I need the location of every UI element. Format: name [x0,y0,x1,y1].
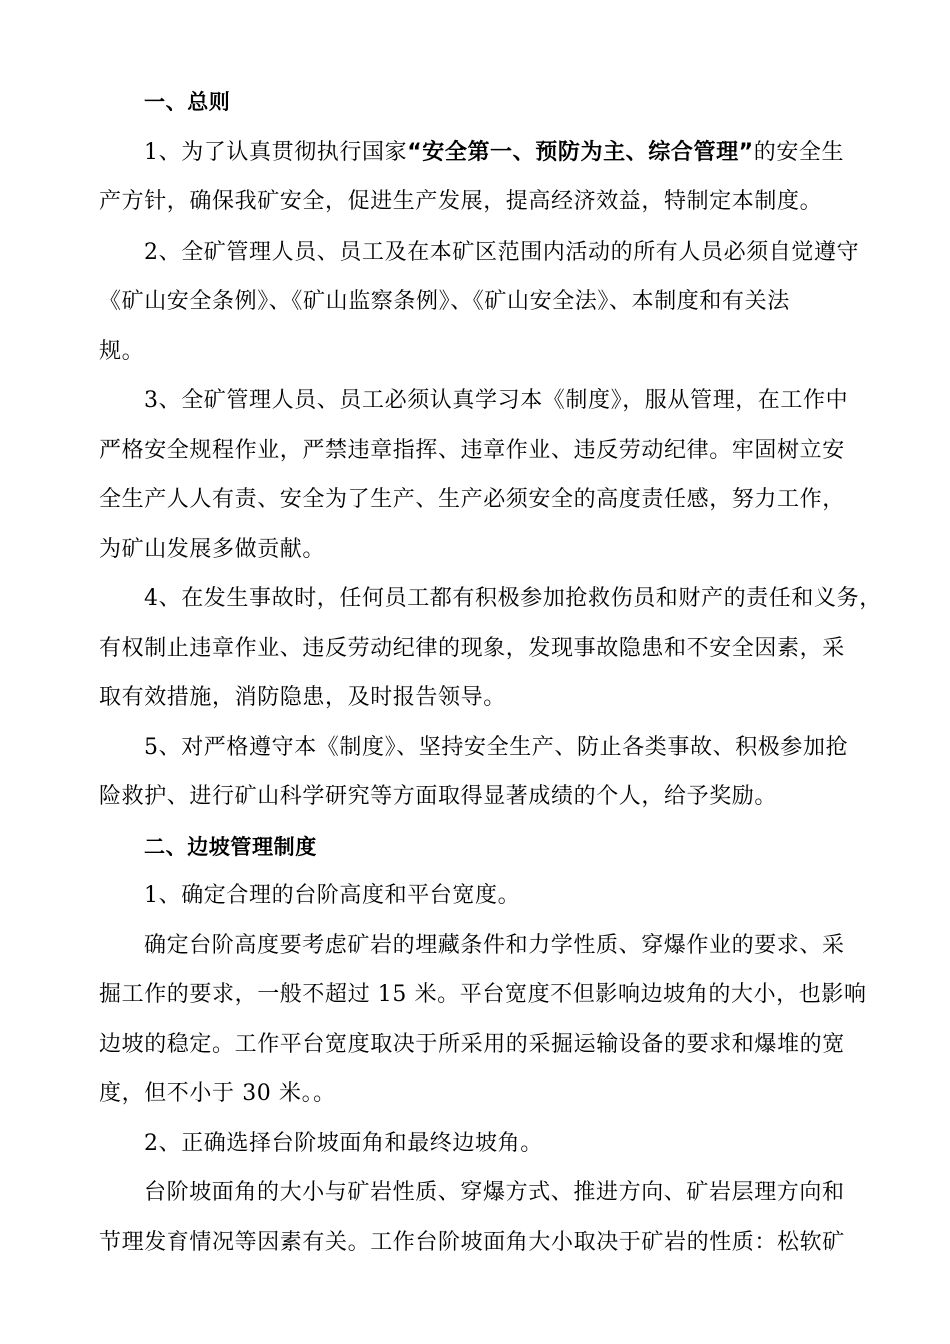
step-height-paragraph-line-4: 度，但不小于 30 米。。 [99,1081,336,1106]
slope-angle-paragraph-line-1: 台阶坡面角的大小与矿岩性质、穿爆方式、推进方向、矿岩层理方向和 [144,1180,845,1205]
paragraph-4-line-2: 有权制止违章作业、违反劳动纪律的现象，发现事故隐患和不安全因素，采 [99,636,845,661]
step-height-paragraph-line-2: 掘工作的要求，一般不超过 15 米。平台宽度不但影响边坡角的大小，也影响 [99,982,867,1007]
section-heading-general: 一、总则 [144,90,231,114]
paragraph-3-line-3: 全生产人人有责、安全为了生产、生产必须安全的高度责任感，努力工作， [99,487,845,512]
item-1-line: 1、确定合理的台阶高度和平台宽度。 [144,883,521,908]
item-2-line: 2、正确选择台阶坡面角和最终边坡角。 [144,1131,543,1156]
paragraph-2-line-3: 规。 [99,339,145,364]
paragraph-3-line-2: 严格安全规程作业，严禁违章指挥、违章作业、违反劳动纪律。牢固树立安 [99,438,845,463]
paragraph-4-line-3: 取有效措施，消防隐患，及时报告领导。 [99,685,506,710]
step-height-paragraph-line-1: 确定台阶高度要考虑矿岩的埋藏条件和力学性质、穿爆作业的要求、采 [144,933,845,958]
paragraph-1-text-a: 1、为了认真贯彻执行国家 [144,140,408,165]
paragraph-5-line-1: 5、对严格遵守本《制度》、坚持安全生产、防止各类事故、积极参加抢 [144,735,849,760]
paragraph-3-line-4: 为矿山发展多做贡献。 [99,537,326,562]
paragraph-1-line-1 [144,138,859,168]
paragraph-3-line-1: 3、全矿管理人员、员工必须认真学习本《制度》，服从管理，在工作中 [144,388,849,413]
safety-policy-emphasis: “安全第一、预防为主、综合管理” [407,140,754,165]
step-height-paragraph-line-3: 边坡的稳定。工作平台宽度取决于所采用的采掘运输设备的要求和爆堆的宽 [99,1032,845,1057]
paragraph-5-line-2: 险救护、进行矿山科学研究等方面取得显著成绩的个人，给予奖励。 [99,784,778,809]
section-heading-slope-management: 二、边坡管理制度 [144,835,317,859]
paragraph-2-line-1: 2、全矿管理人员、员工及在本矿区范围内活动的所有人员必须自觉遵守 [144,240,860,265]
paragraph-1-line-2: 产方针，确保我矿安全，促进生产发展，提高经济效益，特制定本制度。 [99,189,823,214]
paragraph-1-text-c: 的安全生 [753,140,845,165]
paragraph-2-line-2: 《矿山安全条例》、《矿山监察条例》、《矿山安全法》、本制度和有关法 [99,289,790,314]
paragraph-4-line-1: 4、在发生事故时，任何员工都有积极参加抢救伤员和财产的责任和义务， [144,586,882,611]
slope-angle-paragraph-line-2: 节理发育情况等因素有关。工作台阶坡面角大小取决于矿岩的性质：松软矿 [99,1230,845,1255]
